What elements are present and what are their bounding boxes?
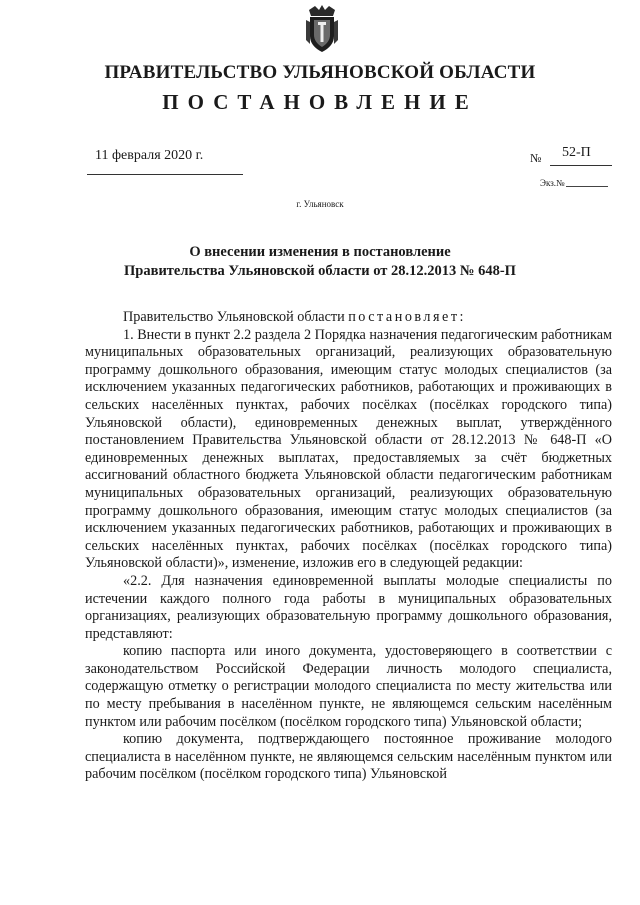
copy-label: Экз.№: [540, 178, 565, 188]
copy-underline: [566, 186, 608, 187]
organization-title: ПРАВИТЕЛЬСТВО УЛЬЯНОВСКОЙ ОБЛАСТИ: [104, 62, 536, 83]
paragraph-3: копию паспорта или иного документа, удостоверяющего в соответствии с законодательством Российской Федерации личность молодого специалиста, содержащую отметку о регистрации молодого специалиста по месту жительства или по месту пребывания в населённом пункте, не являющемся сельским населённым пунктом или рабочим посёлком (посёлком городского типа) Ульяновской области;: [85, 643, 612, 730]
coat-of-arms-icon: [305, 4, 339, 54]
document-body: [85, 309, 612, 784]
paragraph-4: копию документа, подтверждающего постоянное проживание молодого специалиста в населённом пункте, не являющемся сельским населённым пунктом или рабочим посёлком (посёлком городского типа) Ульяновской: [85, 731, 612, 783]
document-subject: [100, 243, 540, 281]
document-number: 52-П: [562, 145, 591, 160]
number-sign: №: [530, 151, 542, 165]
subject-line-2: Правительства Ульяновской области от 28.12.2013 № 648-П: [124, 263, 516, 279]
document-date: 11 февраля 2020 г.: [95, 148, 204, 163]
number-underline: [550, 165, 612, 166]
date-underline: [87, 174, 243, 175]
paragraph-1: 1. Внести в пункт 2.2 раздела 2 Порядка назначения педагогическим работникам муниципальных образовательных организаций, реализующих образовательную программу дошкольного образования, имеющим статус молодых специалистов (за исключением указанных педагогических работников, работающих и проживающих в сельских населённых пунктах, рабочих посёлках (посёлках городского типа) Ульяновской области), единовременных денежных выплат, утверждённого постановлением Правительства Ульяновской области от 28.12.2013 № 648-П «О единовременных денежных выплатах, предоставляемых за счёт бюджетных ассигнований областного бюджета Ульяновской области педагогическим работникам муниципальных образовательных организаций, реализующих образовательную программу дошкольного образования, имеющим статус молодых специалистов (за исключением указанных педагогических работников, работающих и проживающих в сельских населённых пунктах, рабочих посёлках (посёлках городского типа) Ульяновской области)», изменение, изложив его в следующей редакции:: [85, 326, 612, 572]
intro-paragraph: [85, 309, 612, 327]
intro-prefix: Правительство Ульяновской области: [123, 309, 345, 325]
intro-verb: постановляет:: [348, 309, 466, 325]
subject-line-1: О внесении изменения в постановление: [189, 244, 451, 260]
date-field: [87, 148, 243, 175]
city-label: г. Ульяновск: [296, 199, 344, 209]
document-type: ПОСТАНОВЛЕНИЕ: [162, 90, 478, 114]
paragraph-2: «2.2. Для назначения единовременной выплаты молодые специалисты по истечении каждого полного года работы в муниципальных образовательных организациях, реализующих образовательную программу дошкольного образования, представляют:: [85, 572, 612, 642]
copy-number-field: [540, 178, 608, 188]
